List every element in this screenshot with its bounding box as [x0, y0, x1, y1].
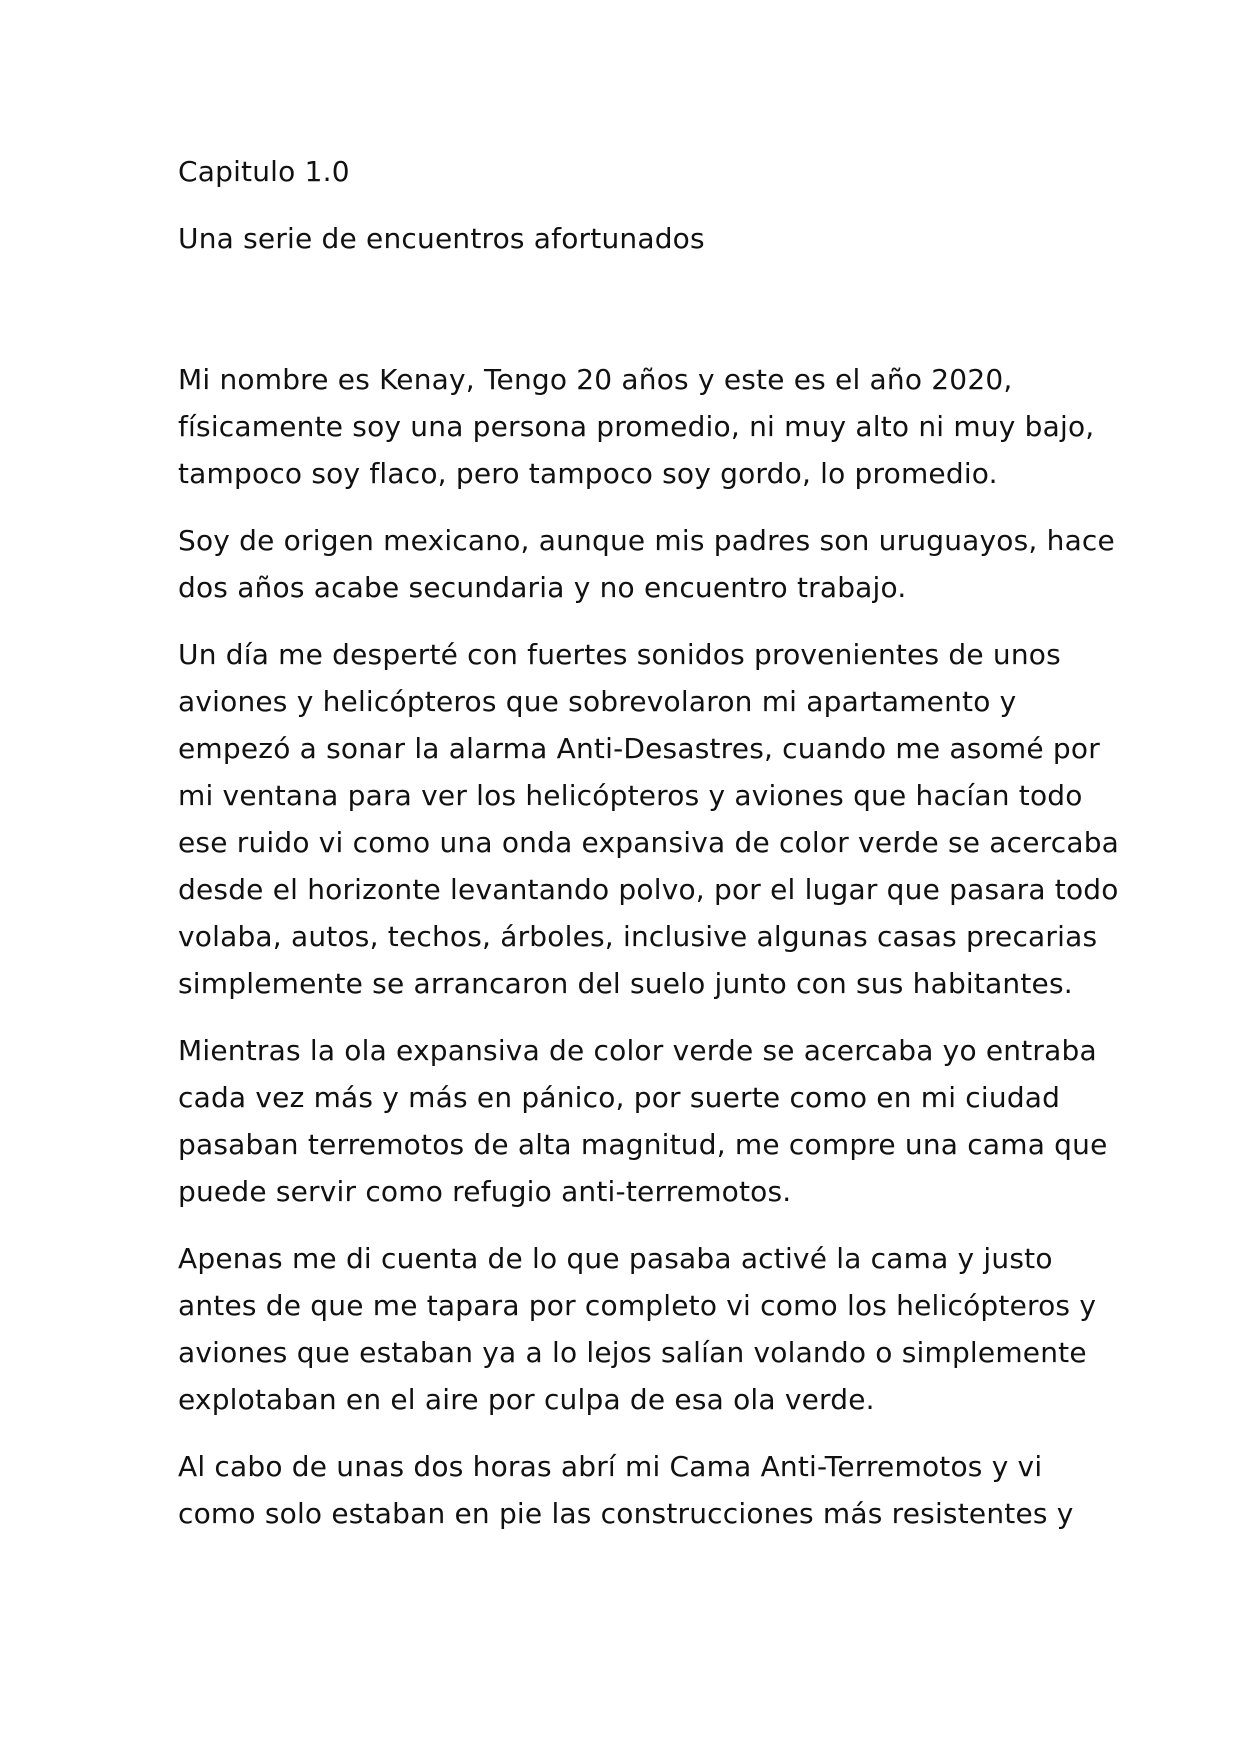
text-line: como solo estaban en pie las construcciones más resistentes y — [178, 1497, 1074, 1530]
text-line: aviones que estaban ya a lo lejos salían volando o simplemente — [178, 1336, 1087, 1369]
text-line: cada vez más y más en pánico, por suerte como en mi ciudad — [178, 1081, 1061, 1114]
text-line: Al cabo de unas dos horas abrí mi Cama Anti-Terremotos y vi — [178, 1450, 1043, 1483]
text-line: ese ruido vi como una onda expansiva de color verde se acercaba — [178, 826, 1120, 859]
text-line: puede servir como refugio anti-terremotos. — [178, 1175, 792, 1208]
chapter-heading: Capitulo 1.0 — [178, 155, 350, 188]
document-content — [178, 148, 1120, 1557]
text-line: antes de que me tapara por completo vi como los helicópteros y — [178, 1289, 1097, 1322]
text-line: Mi nombre es Kenay, Tengo 20 años y este es el año 2020, — [178, 363, 1013, 396]
text-line: desde el horizonte levantando polvo, por el lugar que pasara todo — [178, 873, 1119, 906]
text-line: volaba, autos, techos, árboles, inclusive algunas casas precarias — [178, 920, 1098, 953]
text-line: Apenas me di cuenta de lo que pasaba activé la cama y justo — [178, 1242, 1053, 1275]
paragraph-4 — [178, 1027, 1108, 1215]
text-line: pasaban terremotos de alta magnitud, me compre una cama que — [178, 1128, 1108, 1161]
paragraph-3 — [178, 631, 1120, 1007]
text-line: aviones y helicópteros que sobrevolaron mi apartamento y — [178, 685, 1017, 718]
text-line: Un día me desperté con fuertes sonidos provenientes de unos — [178, 638, 1061, 671]
paragraph-5 — [178, 1235, 1097, 1423]
text-line: mi ventana para ver los helicópteros y aviones que hacían todo — [178, 779, 1083, 812]
text-line: explotaban en el aire por culpa de esa ola verde. — [178, 1383, 875, 1416]
chapter-subtitle: Una serie de encuentros afortunados — [178, 222, 705, 255]
text-line: tampoco soy flaco, pero tampoco soy gordo, lo promedio. — [178, 457, 998, 490]
paragraph-2 — [178, 517, 1115, 611]
text-line: dos años acabe secundaria y no encuentro trabajo. — [178, 571, 907, 604]
paragraph-6 — [178, 1443, 1078, 1537]
text-line: simplemente se arrancaron del suelo junto con sus habitantes. — [178, 967, 1073, 1000]
paragraph-1 — [178, 356, 1095, 497]
text-line: físicamente soy una persona promedio, ni muy alto ni muy bajo, — [178, 410, 1095, 443]
text-line: Soy de origen mexicano, aunque mis padres son uruguayos, hace — [178, 524, 1115, 557]
text-line: Mientras la ola expansiva de color verde se acercaba yo entraba — [178, 1034, 1097, 1067]
text-line: empezó a sonar la alarma Anti-Desastres, cuando me asomé por — [178, 732, 1100, 765]
body-text — [178, 356, 1120, 1537]
